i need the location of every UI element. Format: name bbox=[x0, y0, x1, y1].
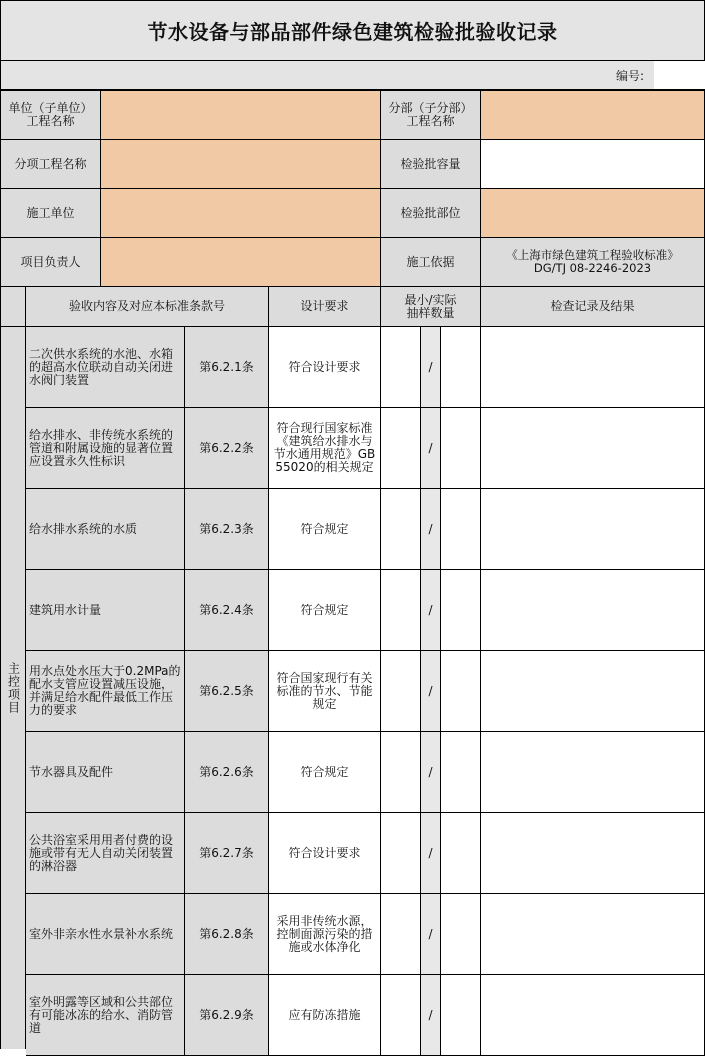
item-result[interactable] bbox=[481, 327, 705, 408]
main-control-group-label: 主控项目 bbox=[0, 327, 26, 1049]
item-clause: 第6.2.9条 bbox=[185, 975, 269, 1056]
result-column-header: 检查记录及结果 bbox=[481, 287, 705, 327]
unit-name-label: 单位（子单位） 工程名称 bbox=[0, 91, 101, 140]
item-sample-min[interactable] bbox=[381, 489, 421, 570]
basis-value: 《上海市绿色建筑工程验收标准》 DG/TJ 08-2246-2023 bbox=[481, 238, 705, 287]
item-content: 给水排水系统的水质 bbox=[26, 489, 185, 570]
item-sample-actual[interactable]: / bbox=[421, 813, 441, 894]
item-result[interactable] bbox=[481, 894, 705, 975]
item-clause: 第6.2.8条 bbox=[185, 894, 269, 975]
item-sample-extra[interactable] bbox=[441, 975, 481, 1056]
item-design-requirement: 符合规定 bbox=[269, 489, 381, 570]
item-sample-min[interactable] bbox=[381, 570, 421, 651]
item-sample-extra[interactable] bbox=[441, 489, 481, 570]
item-design-requirement: 符合规定 bbox=[269, 732, 381, 813]
item-result[interactable] bbox=[481, 408, 705, 489]
item-sample-extra[interactable] bbox=[441, 732, 481, 813]
item-sample-min[interactable] bbox=[381, 651, 421, 732]
item-sample-min[interactable] bbox=[381, 327, 421, 408]
item-sample-extra[interactable] bbox=[441, 408, 481, 489]
item-sample-actual[interactable]: / bbox=[421, 408, 441, 489]
division-name-label: 分部（子分部） 工程名称 bbox=[381, 91, 481, 140]
item-sample-extra[interactable] bbox=[441, 327, 481, 408]
item-sample-extra[interactable] bbox=[441, 570, 481, 651]
number-bar bbox=[0, 61, 705, 89]
item-content: 建筑用水计量 bbox=[26, 570, 185, 651]
item-result[interactable] bbox=[481, 813, 705, 894]
item-content: 用水点处水压大于0.2MPa的配水支管应设置减压设施，并满足给水配件最低工作压力的要求 bbox=[26, 651, 185, 732]
item-clause: 第6.2.1条 bbox=[185, 327, 269, 408]
item-content: 公共浴室采用用者付费的设施或带有无人自动关闭装置的淋浴器 bbox=[26, 813, 185, 894]
sample-column-header: 最小/实际 抽样数量 bbox=[381, 287, 481, 327]
batch-capacity-field[interactable] bbox=[481, 140, 705, 189]
item-sample-actual[interactable]: / bbox=[421, 651, 441, 732]
item-sample-actual[interactable]: / bbox=[421, 570, 441, 651]
batch-capacity-label: 检验批容量 bbox=[381, 140, 481, 189]
project-manager-field[interactable] bbox=[101, 238, 381, 287]
contractor-label: 施工单位 bbox=[0, 189, 101, 238]
item-design-requirement: 采用非传统水源，控制面源污染的措施或水体净化 bbox=[269, 894, 381, 975]
item-result[interactable] bbox=[481, 975, 705, 1056]
subitem-name-label: 分项工程名称 bbox=[0, 140, 101, 189]
item-content: 室外非亲水性水景补水系统 bbox=[26, 894, 185, 975]
item-sample-actual[interactable]: / bbox=[421, 732, 441, 813]
item-design-requirement: 符合设计要求 bbox=[269, 327, 381, 408]
design-column-header: 设计要求 bbox=[269, 287, 381, 327]
item-content: 二次供水系统的水池、水箱的超高水位联动自动关闭进水阀门装置 bbox=[26, 327, 185, 408]
item-sample-min[interactable] bbox=[381, 732, 421, 813]
item-clause: 第6.2.7条 bbox=[185, 813, 269, 894]
item-sample-extra[interactable] bbox=[441, 813, 481, 894]
item-design-requirement: 应有防冻措施 bbox=[269, 975, 381, 1056]
item-sample-min[interactable] bbox=[381, 408, 421, 489]
item-design-requirement: 符合规定 bbox=[269, 570, 381, 651]
item-content: 给水排水、非传统水系统的管道和附属设施的显著位置应设置永久性标识 bbox=[26, 408, 185, 489]
item-design-requirement: 符合设计要求 bbox=[269, 813, 381, 894]
item-result[interactable] bbox=[481, 732, 705, 813]
item-sample-actual[interactable]: / bbox=[421, 975, 441, 1056]
item-content: 室外明露等区域和公共部位有可能冰冻的给水、消防管道 bbox=[26, 975, 185, 1056]
batch-location-field[interactable] bbox=[481, 189, 705, 238]
item-clause: 第6.2.2条 bbox=[185, 408, 269, 489]
division-name-field[interactable] bbox=[481, 91, 705, 140]
item-sample-min[interactable] bbox=[381, 894, 421, 975]
item-design-requirement: 符合国家现行有关标准的节水、节能规定 bbox=[269, 651, 381, 732]
item-sample-min[interactable] bbox=[381, 813, 421, 894]
contractor-field[interactable] bbox=[101, 189, 381, 238]
unit-name-field[interactable] bbox=[101, 91, 381, 140]
form-title: 节水设备与部品部件绿色建筑检验批验收记录 bbox=[0, 0, 705, 61]
item-sample-extra[interactable] bbox=[441, 894, 481, 975]
basis-label: 施工依据 bbox=[381, 238, 481, 287]
item-sample-actual[interactable]: / bbox=[421, 894, 441, 975]
content-column-header: 验收内容及对应本标准条款号 bbox=[26, 287, 269, 327]
item-content: 节水器具及配件 bbox=[26, 732, 185, 813]
batch-location-label: 检验批部位 bbox=[381, 189, 481, 238]
item-clause: 第6.2.3条 bbox=[185, 489, 269, 570]
item-sample-actual[interactable]: / bbox=[421, 327, 441, 408]
item-design-requirement: 符合现行国家标准《建筑给水排水与节水通用规范》GB 55020的相关规定 bbox=[269, 408, 381, 489]
number-label: 编号: bbox=[615, 68, 645, 83]
item-result[interactable] bbox=[481, 489, 705, 570]
item-sample-extra[interactable] bbox=[441, 651, 481, 732]
item-clause: 第6.2.4条 bbox=[185, 570, 269, 651]
number-field[interactable] bbox=[654, 61, 705, 89]
item-sample-actual[interactable]: / bbox=[421, 489, 441, 570]
item-clause: 第6.2.5条 bbox=[185, 651, 269, 732]
corner-cell bbox=[0, 287, 26, 327]
item-clause: 第6.2.6条 bbox=[185, 732, 269, 813]
subitem-name-field[interactable] bbox=[101, 140, 381, 189]
item-result[interactable] bbox=[481, 570, 705, 651]
item-result[interactable] bbox=[481, 651, 705, 732]
project-manager-label: 项目负责人 bbox=[0, 238, 101, 287]
item-sample-min[interactable] bbox=[381, 975, 421, 1056]
